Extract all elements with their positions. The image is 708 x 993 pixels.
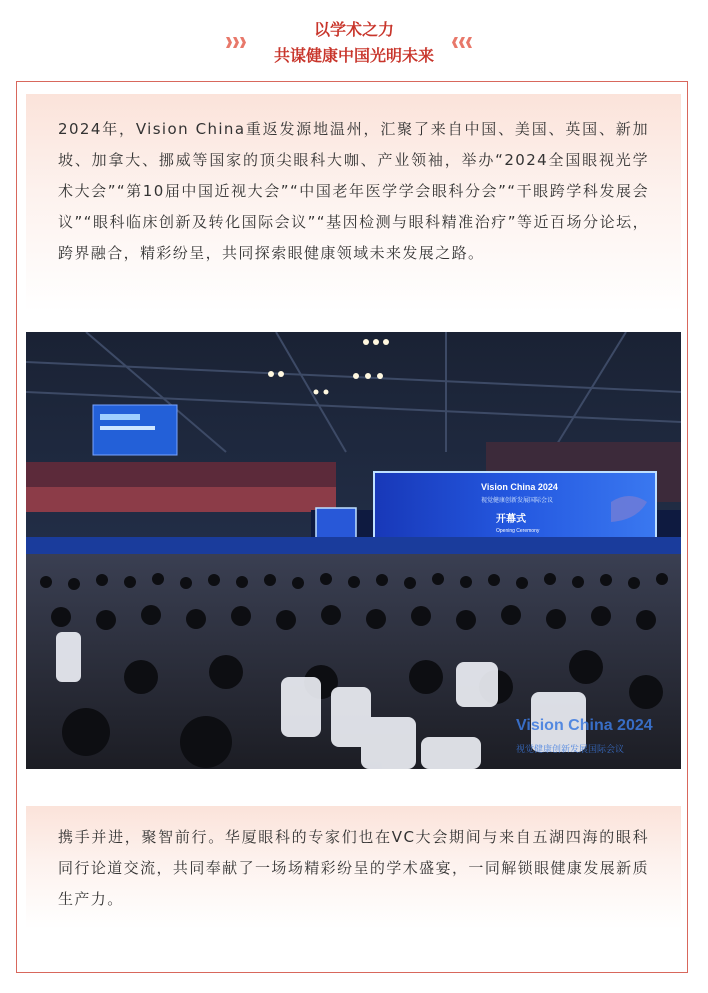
screen-brand: Vision China 2024 (481, 482, 558, 492)
watermark-subtitle: 视觉健康创新发展国际会议 (516, 745, 625, 755)
screen-title-en: Opening Ceremony (496, 528, 540, 534)
closing-paragraph: 携手并进，聚智前行。华厦眼科的专家们也在VC大会期间与来自五湖四海的眼科同行论道交流，共同奉献了一场场精彩纷呈的学术盛宴，一同解锁眼健康发展新质生产力。 (58, 828, 649, 908)
chevron-left-icon (452, 37, 472, 48)
closing-text-panel (26, 806, 681, 929)
screen-title: 开幕式 (496, 514, 526, 525)
conference-hall-illustration (26, 332, 681, 769)
conference-photo (26, 332, 681, 769)
header-titles (0, 18, 708, 68)
header-title-line2: 共谋健康中国光明未来 (273, 46, 434, 65)
intro-paragraph: 2024年，Vision China重返发源地温州，汇聚了来自中国、美国、英国、新加坡、加拿大、挪威等国家的顶尖眼科大咖、产业领袖，举办“2024全国眼视光学术大会”“第10届中国近视大会”“中国老年医学学会眼科分会”“干眼跨学科发展会议”“眼科临床创新及转化国际会议”“基因检测与眼科精准治疗”等近百场分论坛，跨界融合，精彩纷呈，共同探索眼健康领域未来发展之路。 (58, 120, 649, 262)
screen-subtitle: 视觉健康创新发展国际会议 (481, 497, 554, 504)
watermark-brand: Vision China 2024 (516, 717, 653, 734)
intro-text-panel (26, 94, 681, 312)
header-title-line1: 以学术之力 (313, 20, 394, 39)
